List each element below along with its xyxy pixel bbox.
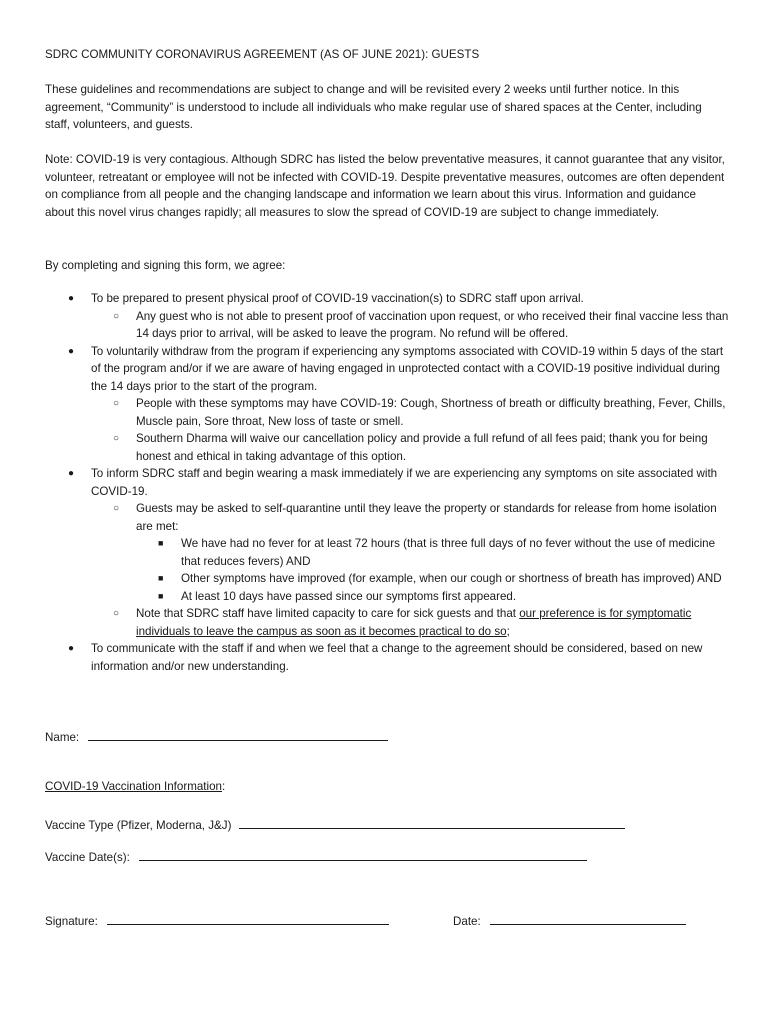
sub-list-item-text: Southern Dharma will waive our cancellation policy and provide a full refund of all fees paid; thank you for being honest and ethical in taking advantage of this option. <box>136 432 708 463</box>
square-bullet-icon: ■ <box>158 573 164 583</box>
list-item <box>45 640 730 675</box>
vaccine-type-label: Vaccine Type (Pfizer, Moderna, J&J) <box>45 819 232 832</box>
sub-list-item-text: People with these symptoms may have COVID-19: Cough, Shortness of breath or difficulty breathing, Fever, Chills, Muscle pain, Sore throat, New loss of taste or smell. <box>136 397 726 428</box>
circle-bullet-icon: ○ <box>113 433 120 444</box>
sub-list-item <box>45 395 730 430</box>
vaccine-dates-label: Vaccine Date(s): <box>45 851 130 864</box>
circle-bullet-icon: ○ <box>113 398 120 409</box>
square-bullet-icon: ■ <box>158 538 164 548</box>
note-suffix: ; <box>506 624 510 638</box>
bullet-icon: ● <box>68 345 75 357</box>
vaccination-heading <box>45 780 225 793</box>
circle-bullet-icon: ○ <box>113 503 120 514</box>
sub-list-item <box>45 308 730 343</box>
note-prefix: Note that SDRC staff have limited capacity to care for sick guests and that <box>136 607 520 620</box>
signature-row <box>45 912 389 928</box>
vaccine-type-field[interactable] <box>239 816 625 829</box>
date-field[interactable] <box>490 912 686 925</box>
vaccine-dates-row <box>45 848 587 864</box>
list-item <box>45 343 730 396</box>
list-item-text: To communicate with the staff if and when we feel that a change to the agreement should be considered, based on new information and/or new understanding. <box>91 642 703 673</box>
name-label: Name: <box>45 731 80 744</box>
list-item-text: To be prepared to present physical proof of COVID-19 vaccination(s) to SDRC staff upon arrival. <box>91 292 584 305</box>
sub-list-item-text: Any guest who is not able to present proof of vaccination upon request, or who received their final vaccine less than 14 days prior to arrival, will be asked to leave the program. No refund will be offered. <box>136 309 729 340</box>
list-item <box>45 465 730 500</box>
sub-sub-list-item <box>45 570 730 588</box>
circle-bullet-icon: ○ <box>113 608 120 619</box>
agreement-list <box>45 290 730 675</box>
vaccination-heading-suffix: : <box>222 780 226 793</box>
note-paragraph: Note: COVID-19 is very contagious. Although SDRC has listed the below preventative measures, it cannot guarantee that any visitor, volunteer, retreatant or employee will not be infected with COVID-19. Despite preventative measures, outcomes are often dependent on compliance from all people and the changing landscape and information we learn about this virus. Information and guidance about this novel virus changes rapidly; all measures to slow the spread of COVID-19 are subject to change immediately. <box>45 153 725 219</box>
sub-sub-list-item-text: At least 10 days have passed since our symptoms first appeared. <box>181 589 517 603</box>
date-row <box>453 912 686 928</box>
sub-list-item <box>45 430 730 465</box>
list-item-text: To voluntarily withdraw from the program if experiencing any symptoms associated with COVID-19 within 5 days of the start of the program and/or if we are aware of having engaged in unprotected contact with a COVID-19 positive individual during the 14 days prior to the start of the program. <box>91 344 724 393</box>
agreement-lead: By completing and signing this form, we agree: <box>45 259 286 272</box>
vaccination-heading-text: COVID-19 Vaccination Information <box>45 780 222 793</box>
vaccine-dates-field[interactable] <box>139 848 587 861</box>
bullet-icon: ● <box>68 468 75 479</box>
signature-label: Signature: <box>45 915 98 928</box>
sub-sub-list-item <box>45 535 730 570</box>
list-item <box>45 290 730 308</box>
circle-bullet-icon: ○ <box>113 310 120 322</box>
sub-sub-list-item-text: We have had no fever for at least 72 hours (that is three full days of no fever without the use of medicine that reduces fevers) AND <box>181 537 716 568</box>
document-title: SDRC COMMUNITY CORONAVIRUS AGREEMENT (AS OF JUNE 2021): GUESTS <box>45 48 480 61</box>
sub-list-item <box>45 500 730 535</box>
square-bullet-icon: ■ <box>158 590 164 601</box>
name-field[interactable] <box>88 728 388 741</box>
intro-paragraph: These guidelines and recommendations are subject to change and will be revisited every 2 weeks until further notice. In this agreement, “Community” is understood to include all individuals who make regular use of shared spaces at the Center, including staff, volunteers, and guests. <box>45 83 702 131</box>
sub-sub-list-item-text: Other symptoms have improved (for example, when our cough or shortness of breath has improved) AND <box>181 572 722 585</box>
sub-list-item-text: Guests may be asked to self-quarantine until they leave the property or standards for release from home isolation are met: <box>136 502 717 533</box>
sub-sub-list-item <box>45 588 730 606</box>
bullet-icon: ● <box>68 293 75 304</box>
bullet-icon: ● <box>68 643 75 654</box>
name-row <box>45 728 388 744</box>
sub-list-item <box>45 605 730 640</box>
vaccine-type-row <box>45 816 625 832</box>
note-underlined: our preference is for symptomatic individuals to leave the campus as soon as it becomes practical to do so <box>136 607 692 638</box>
list-item-text: To inform SDRC staff and begin wearing a mask immediately if we are experiencing any symptoms on site associated with COVID-19. <box>91 467 718 498</box>
signature-field[interactable] <box>107 912 389 925</box>
date-label: Date: <box>453 915 481 928</box>
